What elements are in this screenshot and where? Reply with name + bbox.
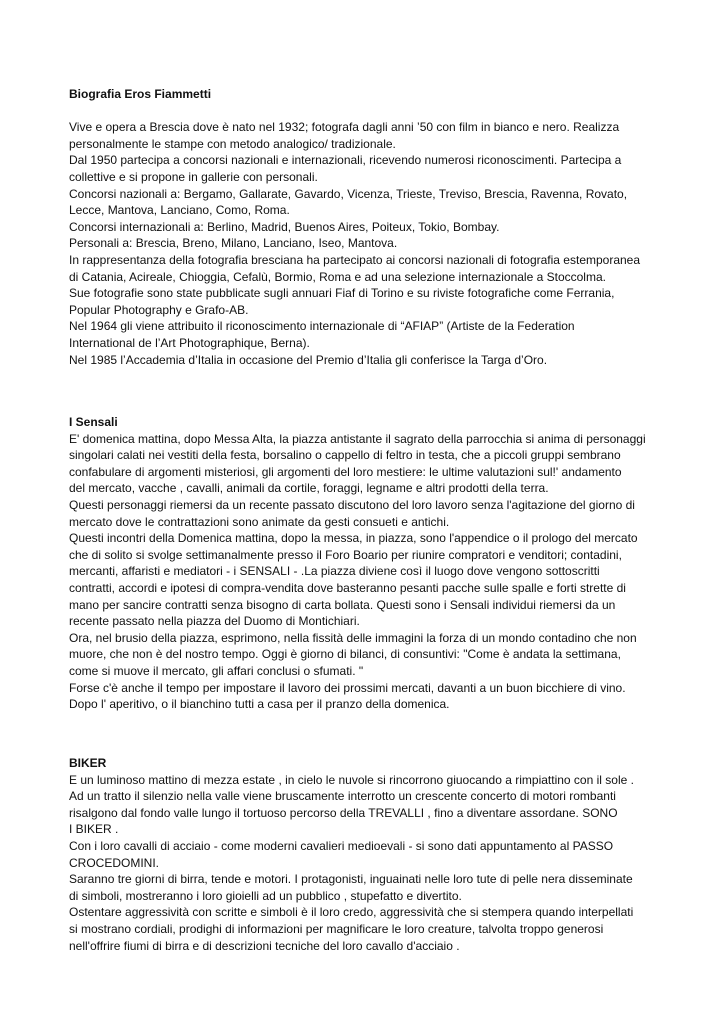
section-biografia [69, 86, 659, 368]
text-line: di Catania, Acireale, Chioggia, Cefalù, Bormio, Roma e ad una selezione internazionale a Stoccolma. [69, 269, 606, 284]
text-line: E un luminoso mattino di mezza estate , in cielo le nuvole si rincorrono giuocando a rimpiattino con il sole . [69, 772, 634, 787]
text-line: singolari calati nei vestiti della festa, borsalino o cappello di feltro in testa, che a piccoli gruppi sembrano [69, 448, 621, 463]
text-line: di simboli, mostreranno i loro gioielli ad un pubblico , stupefatto e divertito. [69, 888, 462, 903]
text-line: Questi personaggi riemersi da un recente passato discutono del loro lavoro senza l'agitazione del giorno di [69, 497, 635, 512]
section-body [69, 119, 659, 368]
blank-line [69, 103, 659, 120]
section-body [69, 772, 659, 955]
text-line: Ora, nel brusio della piazza, esprimono, nella fissità delle immagini la forza di un mondo contadino che non [69, 630, 637, 645]
text-line: Saranno tre giorni di birra, tende e motori. I protagonisti, inguainati nelle loro tute di pelle nera disseminate [69, 872, 633, 887]
text-line: In rappresentanza della fotografia bresciana ha partecipato ai concorsi nazionali di fotografia estemporanea [69, 252, 641, 267]
text-line: mano per sancire contratti senza bisogno di carta bollata. Questi sono i Sensali individui riemersi da un [69, 597, 616, 612]
text-line: contratti, accordi e ipotesi di compra-vendita dove basteranno pesanti pacche sulle spalle e forti strette di [69, 580, 626, 595]
section-title: I Sensali [69, 415, 118, 429]
text-line: mercato dove le contrattazioni sono animate da gesti consueti e antichi. [69, 514, 450, 529]
text-line: International de l’Art Photographique, Berna). [69, 335, 310, 350]
text-line: mercanti, affaristi e mediatori - i SENSALI - .La piazza diviene così il luogo dove vengono sottoscritti [69, 564, 600, 579]
text-line: Ostentare aggressività con scritte e simboli è il loro credo, aggressività che si stempera quando interpellati [69, 905, 634, 920]
text-line: Dal 1950 partecipa a concorsi nazionali e internazionali, ricevendo numerosi riconoscimenti. Partecipa a [69, 153, 622, 168]
text-line: Ad un tratto il silenzio nella valle viene bruscamente interrotto un crescente concerto di motori rombanti [69, 789, 616, 804]
text-line: personalmente le stampe con metodo analogico/ tradizionale. [69, 136, 396, 151]
section-i-sensali [69, 414, 659, 713]
text-line: Popular Photography e Grafo-AB. [69, 302, 249, 317]
text-line: Dopo l' aperitivo, o il bianchino tutti a casa per il pranzo della domenica. [69, 697, 450, 712]
section-body [69, 431, 659, 713]
text-line: Vive e opera a Brescia dove è nato nel 1932; fotografa dagli anni ’50 con film in bianco e nero. Realizza [69, 120, 620, 135]
text-line: si mostrano cordiali, prodighi di informazioni per magnificare le loro creature, talvolta troppo generosi [69, 921, 604, 936]
text-line: nell'offrire fiumi di birra e di descrizioni tecniche del loro cavallo d'acciaio . [69, 938, 460, 953]
text-line: CROCEDOMINI. [69, 855, 159, 870]
text-line: Nel 1964 gli viene attribuito il riconoscimento internazionale di “AFIAP” (Artiste de la Federation [69, 319, 575, 334]
text-line: risalgono dal fondo valle lungo il tortuoso percorso della TREVALLI , fino a diventare assordane. SONO [69, 805, 618, 820]
text-line: muore, che non è del nostro tempo. Oggi è giorno di bilanci, di consuntivi: "Come è andata la settimana, [69, 647, 621, 662]
section-title: Biografia Eros Fiammetti [69, 87, 212, 101]
text-line: Lecce, Mantova, Lanciano, Como, Roma. [69, 203, 290, 218]
text-line: del mercato, vacche , cavalli, animali da cortile, foraggi, legname e altri prodotti della terra. [69, 481, 549, 496]
text-line: confabulare di argomenti misteriosi, gli argomenti del loro mestiere: le ultime valutazioni sul!' andamento [69, 464, 622, 479]
text-line: collettive e si propone in gallerie con personali. [69, 169, 318, 184]
text-line: Sue fotografie sono state pubblicate sugli annuari Fiaf di Torino e su riviste fotografiche come Ferrania, [69, 286, 615, 301]
text-line: Concorsi nazionali a: Bergamo, Gallarate, Gavardo, Vicenza, Trieste, Treviso, Brescia, Ravenna, Rovato, [69, 186, 628, 201]
section-biker [69, 755, 659, 954]
text-line: Nel 1985 l’Accademia d’Italia in occasione del Premio d’Italia gli conferisce la Targa d’Oro. [69, 352, 548, 367]
text-line: recente passato nella piazza del Duomo di Montichiari. [69, 614, 360, 629]
text-line: E' domenica mattina, dopo Messa Alta, la piazza antistante il sagrato della parrocchia si anima di personaggi [69, 431, 646, 446]
text-line: Concorsi internazionali a: Berlino, Madrid, Buenos Aires, Poiteux, Tokio, Bombay. [69, 219, 500, 234]
text-line: come si muove il mercato, gli affari conclusi o sfumati. " [69, 663, 364, 678]
text-line: Questi incontri della Domenica mattina, dopo la messa, in piazza, sono l'appendice o il prologo del mercato [69, 531, 638, 546]
text-line: I BIKER . [69, 822, 119, 837]
text-line: Con i loro cavalli di acciaio - come moderni cavalieri medioevali - si sono dati appuntamento al PASSO [69, 838, 614, 853]
text-line: Forse c'è anche il tempo per impostare il lavoro dei prossimi mercati, davanti a un buon bicchiere di vino. [69, 680, 626, 695]
text-line: che di solito si svolge settimanalmente presso il Foro Boario per riunire compratori e venditori; contadini, [69, 547, 622, 562]
text-line: Personali a: Brescia, Breno, Milano, Lanciano, Iseo, Mantova. [69, 236, 398, 251]
section-title: BIKER [69, 756, 107, 770]
